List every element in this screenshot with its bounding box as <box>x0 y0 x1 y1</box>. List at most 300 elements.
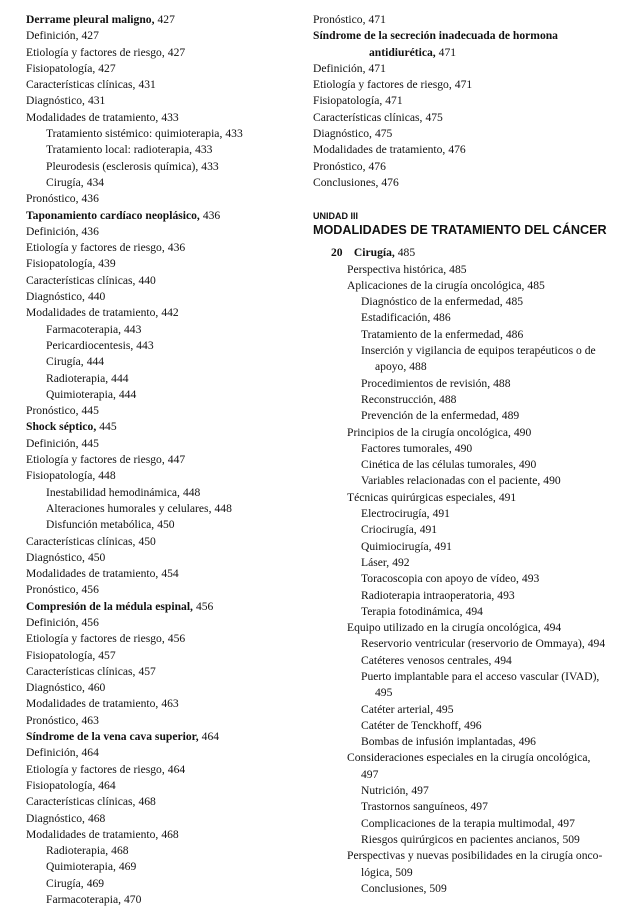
toc-entry-text: Definición, <box>26 436 79 450</box>
toc-entry <box>26 696 311 712</box>
toc-entry <box>26 843 311 859</box>
toc-entry-text: Cirugía, <box>46 175 84 189</box>
toc-entry-text: Perspectivas y nuevas posibilidades en la cirugía onco- <box>347 849 603 863</box>
toc-entry-page: 464 <box>167 762 186 776</box>
toc-entry-page: 471 <box>454 78 473 92</box>
toc-entry <box>313 734 633 750</box>
toc-entry-text: Trastornos sanguíneos, <box>361 800 468 814</box>
toc-entry-text: Definición, <box>26 224 79 238</box>
toc-entry <box>26 338 311 354</box>
toc-entry <box>26 664 311 680</box>
toc-entry-page: 476 <box>381 175 399 189</box>
toc-entry-text: Fisiopatología, <box>26 61 96 75</box>
toc-entry-text: Criocirugía, <box>361 523 417 537</box>
toc-entry <box>26 419 311 435</box>
toc-entry <box>26 468 311 484</box>
toc-entry <box>313 653 633 669</box>
toc-entry-page: 457 <box>98 648 116 662</box>
toc-entry-text: Disfunción metabólica, <box>46 518 155 532</box>
toc-entry-page: 486 <box>505 327 524 341</box>
toc-entry-page: 496 <box>518 735 536 749</box>
toc-entry-text: Diagnóstico, <box>26 550 85 564</box>
toc-entry <box>313 799 633 815</box>
toc-entry-page: 491 <box>432 507 450 521</box>
toc-entry-text: Prevención de la enfermedad, <box>361 409 499 423</box>
toc-entry <box>313 750 633 766</box>
toc-entry-page: 448 <box>214 501 232 515</box>
toc-entry-page: 448 <box>182 485 201 499</box>
toc-entry-page: 469 <box>86 876 105 890</box>
toc-entry-text: Tratamiento sistémico: quimioterapia, <box>46 127 223 141</box>
toc-entry-text: Diagnóstico, <box>26 811 85 825</box>
toc-entry <box>26 273 311 289</box>
toc-entry <box>313 881 633 897</box>
toc-entry-page: 456 <box>81 583 99 597</box>
toc-entry-page: 497 <box>361 767 379 781</box>
toc-entry-page: 463 <box>161 697 179 711</box>
toc-entry-page: 491 <box>498 490 517 504</box>
toc-entry <box>26 175 311 191</box>
toc-entry <box>313 490 633 506</box>
toc-entry-page: 476 <box>448 143 466 157</box>
toc-entry <box>26 534 311 550</box>
toc-entry-page: 476 <box>368 159 386 173</box>
toc-entry-page: 495 <box>375 686 393 700</box>
toc-entry <box>313 588 633 604</box>
toc-entry-page: 469 <box>118 860 137 874</box>
toc-entry-page: 431 <box>87 94 106 108</box>
toc-entry <box>26 126 311 142</box>
toc-entry-text: Pronóstico, <box>26 583 79 597</box>
toc-entry <box>26 811 311 827</box>
toc-entry <box>313 159 633 175</box>
toc-entry <box>26 110 311 126</box>
toc-entry-text: Radioterapia, <box>46 371 109 385</box>
toc-entry-text: Síndrome de la vena cava superior, <box>26 730 199 744</box>
toc-entry-text: Diagnóstico, <box>313 127 372 141</box>
toc-entry-page: 470 <box>124 893 142 907</box>
toc-entry <box>26 827 311 843</box>
toc-entry-page: 431 <box>138 78 156 92</box>
toc-entry-page: 497 <box>557 816 575 830</box>
toc-entry-text: Cirugía, <box>46 876 84 890</box>
toc-entry <box>26 436 311 452</box>
toc-entry <box>26 599 311 615</box>
toc-entry-text: Shock séptico, <box>26 420 97 434</box>
toc-entry <box>313 142 633 158</box>
toc-entry-text: Modalidades de tratamiento, <box>26 110 159 124</box>
toc-entry-page: 444 <box>118 387 137 401</box>
toc-entry-text: Quimioterapia, <box>46 387 116 401</box>
toc-entry <box>313 441 633 457</box>
toc-entry <box>313 571 633 587</box>
toc-entry <box>313 343 633 359</box>
toc-right-column <box>313 12 633 897</box>
toc-entry <box>313 685 633 701</box>
toc-entry <box>26 289 311 305</box>
toc-entry-text: Factores tumorales, <box>361 441 452 455</box>
toc-entry <box>26 615 311 631</box>
toc-entry-text: Diagnóstico, <box>26 681 85 695</box>
toc-entry-text: Pronóstico, <box>26 404 79 418</box>
toc-entry-page: 433 <box>225 127 243 141</box>
toc-entry-page: 468 <box>138 795 156 809</box>
toc-entry-page: 436 <box>81 224 99 238</box>
toc-entry <box>313 262 633 278</box>
toc-entry <box>313 718 633 734</box>
toc-entry-page: 509 <box>562 832 580 846</box>
toc-entry-text: antidiurética, <box>369 45 436 59</box>
toc-entry-text: Conclusiones, <box>361 881 427 895</box>
toc-entry-text: Inestabilidad hemodinámica, <box>46 485 180 499</box>
toc-entry-text: Radioterapia, <box>46 844 109 858</box>
toc-entry-text: Diagnóstico, <box>26 94 85 108</box>
toc-entry <box>26 191 311 207</box>
toc-entry-page: 436 <box>202 208 221 222</box>
toc-entry-page: 490 <box>543 474 561 488</box>
toc-entry-text: Terapia fotodinámica, <box>361 604 463 618</box>
toc-entry-page: 464 <box>81 746 99 760</box>
toc-entry-text: Inserción y vigilancia de equipos terapéuticos o de <box>361 344 596 358</box>
toc-entry-text: Fisiopatología, <box>26 469 96 483</box>
toc-entry-text: Estadificación, <box>361 311 431 325</box>
chapter-number: 20 <box>331 246 343 260</box>
toc-entry <box>313 110 633 126</box>
toc-entry <box>26 28 311 44</box>
toc-entry-page: 509 <box>395 865 413 879</box>
toc-entry <box>313 175 633 191</box>
toc-entry-text: Definición, <box>26 29 79 43</box>
toc-entry-text: Pronóstico, <box>313 13 366 26</box>
toc-entry <box>313 767 633 783</box>
toc-entry-text: Definición, <box>26 615 79 629</box>
toc-entry-text: Puerto implantable para el acceso vascular (IVAD), <box>361 669 600 683</box>
chapter-title: Cirugía, <box>353 246 395 260</box>
toc-entry-text: Catéteres venosos centrales, <box>361 653 492 667</box>
toc-entry-page: 494 <box>543 621 562 635</box>
toc-entry-page: 496 <box>464 718 482 732</box>
toc-entry-text: Fisiopatología, <box>26 257 96 271</box>
toc-entry <box>26 142 311 158</box>
toc-entry-page: 443 <box>124 322 142 336</box>
toc-entry <box>313 702 633 718</box>
toc-entry-page: 440 <box>138 273 156 287</box>
toc-entry-page: 468 <box>87 811 106 825</box>
toc-entry-text: Técnicas quirúrgicas especiales, <box>347 490 496 504</box>
toc-entry-page: 454 <box>161 567 179 581</box>
toc-entry-page: 471 <box>385 94 403 108</box>
toc-entry <box>313 327 633 343</box>
toc-entry-text: Quimioterapia, <box>46 860 116 874</box>
toc-entry-text: Fisiopatología, <box>26 778 96 792</box>
chapter-page: 485 <box>397 246 416 260</box>
toc-entry-text: Características clínicas, <box>313 110 423 124</box>
toc-entry <box>313 865 633 881</box>
toc-entry-page: 490 <box>518 458 537 472</box>
toc-entry-text: Definición, <box>26 746 79 760</box>
toc-entry-page: 436 <box>167 241 186 255</box>
toc-entry-page: 448 <box>98 469 116 483</box>
toc-entry-page: 434 <box>86 175 105 189</box>
toc-entry-text: Etiología y factores de riesgo, <box>26 45 165 59</box>
toc-entry <box>26 745 311 761</box>
toc-entry-text: Compresión de la médula espinal, <box>26 599 193 613</box>
toc-entry-page: 475 <box>425 110 443 124</box>
toc-entry <box>26 403 311 419</box>
toc-entry <box>313 555 633 571</box>
toc-entry-page: 444 <box>86 355 105 369</box>
toc-entry-text: Catéter arterial, <box>361 702 434 716</box>
toc-entry-page: 427 <box>167 45 186 59</box>
toc-entry-text: Consideraciones especiales en la cirugía oncológica, <box>347 751 591 765</box>
toc-entry <box>26 208 311 224</box>
toc-entry-text: Definición, <box>313 61 366 75</box>
toc-entry-text: apoyo, <box>375 360 407 374</box>
toc-entry <box>26 550 311 566</box>
toc-entry-text: Taponamiento cardíaco neoplásico, <box>26 208 200 222</box>
toc-entry <box>313 539 633 555</box>
toc-entry <box>26 794 311 810</box>
toc-entry-text: Electrocirugía, <box>361 507 430 521</box>
toc-entry-text: Aplicaciones de la cirugía oncológica, <box>347 278 525 292</box>
toc-entry <box>26 305 311 321</box>
toc-entry <box>313 45 633 61</box>
toc-entry <box>26 892 311 908</box>
toc-entry-text: lógica, <box>361 865 393 879</box>
toc-entry-page: 492 <box>392 555 410 569</box>
toc-entry <box>313 457 633 473</box>
toc-entry-page: 468 <box>161 827 179 841</box>
toc-entry <box>313 93 633 109</box>
toc-entry-text: Variables relacionadas con el paciente, <box>361 474 541 488</box>
toc-entry-text: Cirugía, <box>46 355 84 369</box>
toc-entry-text: Pronóstico, <box>26 192 79 206</box>
toc-entry-text: Etiología y factores de riesgo, <box>26 241 165 255</box>
toc-entry <box>313 604 633 620</box>
toc-entry <box>26 371 311 387</box>
toc-entry-text: Perspectiva histórica, <box>347 262 447 276</box>
toc-entry <box>26 354 311 370</box>
toc-entry-page: 427 <box>157 13 175 26</box>
toc-entry-page: 463 <box>81 713 99 727</box>
toc-entry-text: Modalidades de tratamiento, <box>26 697 159 711</box>
toc-entry <box>26 517 311 533</box>
toc-entry-text: Pericardiocentesis, <box>46 338 134 352</box>
toc-entry <box>313 77 633 93</box>
toc-right-top-entries <box>313 12 633 191</box>
toc-entry-text: Procedimientos de revisión, <box>361 376 491 390</box>
toc-entry-page: 450 <box>87 550 106 564</box>
toc-entry-page: 485 <box>449 262 467 276</box>
toc-entry-page: 445 <box>81 404 99 418</box>
unit-label: UNIDAD III <box>313 211 358 222</box>
toc-entry-page: 464 <box>98 778 116 792</box>
toc-entry <box>313 61 633 77</box>
toc-entry-text: Farmacoterapia, <box>46 893 121 907</box>
toc-entry <box>26 322 311 338</box>
toc-entry-page: 491 <box>419 523 438 537</box>
toc-entry-text: Láser, <box>361 555 390 569</box>
toc-entry-page: 456 <box>167 632 186 646</box>
toc-entry-page: 442 <box>161 306 179 320</box>
toc-entry-page: 494 <box>465 604 483 618</box>
toc-entry-text: Características clínicas, <box>26 534 136 548</box>
toc-entry <box>26 452 311 468</box>
toc-entry <box>26 501 311 517</box>
toc-entry-text: Bombas de infusión implantadas, <box>361 735 516 749</box>
chapter-heading <box>313 245 633 261</box>
toc-entry-page: 490 <box>454 441 473 455</box>
toc-entry-page: 444 <box>111 371 129 385</box>
toc-entry-text: Catéter de Tenckhoff, <box>361 718 462 732</box>
toc-entry-text: Modalidades de tratamiento, <box>313 143 446 157</box>
toc-entry <box>313 425 633 441</box>
toc-entry <box>313 12 633 28</box>
toc-entry-text: Conclusiones, <box>313 175 379 189</box>
toc-entry-text: Diagnóstico, <box>26 290 85 304</box>
toc-entry <box>313 832 633 848</box>
toc-entry <box>313 28 633 44</box>
toc-entry-text: Etiología y factores de riesgo, <box>26 632 165 646</box>
toc-entry-text: Riesgos quirúrgicos en pacientes ancianos, <box>361 832 560 846</box>
unit-title: MODALIDADES DE TRATAMIENTO DEL CÁNCER <box>313 223 607 238</box>
toc-entry-text: Tratamiento local: radioterapia, <box>46 143 193 157</box>
toc-entry-text: Derrame pleural maligno, <box>26 13 155 26</box>
toc-entry-text: Pronóstico, <box>26 713 79 727</box>
toc-entry-page: 433 <box>161 110 179 124</box>
toc-entry <box>26 61 311 77</box>
toc-entry <box>313 669 633 685</box>
toc-entry <box>313 126 633 142</box>
toc-entry-page: 491 <box>434 539 452 553</box>
toc-entry-text: Reconstrucción, <box>361 392 437 406</box>
toc-entry <box>26 387 311 403</box>
toc-entry <box>26 648 311 664</box>
toc-entry-text: Alteraciones humorales y celulares, <box>46 501 212 515</box>
toc-entry-page: 427 <box>81 29 99 43</box>
toc-entry-page: 495 <box>436 702 454 716</box>
toc-entry <box>26 77 311 93</box>
toc-entry-text: Toracoscopia con apoyo de vídeo, <box>361 572 519 586</box>
toc-entry-text: Etiología y factores de riesgo, <box>313 78 452 92</box>
toc-entry-page: 488 <box>493 376 511 390</box>
toc-entry <box>26 256 311 272</box>
toc-left-column <box>26 12 311 908</box>
toc-entry-page: 471 <box>368 61 386 75</box>
toc-entry <box>26 778 311 794</box>
toc-entry <box>313 816 633 832</box>
toc-entry <box>26 631 311 647</box>
toc-entry-text: Modalidades de tratamiento, <box>26 306 159 320</box>
toc-entry <box>313 359 633 375</box>
toc-entry-text: Tratamiento de la enfermedad, <box>361 327 503 341</box>
toc-entry <box>313 294 633 310</box>
toc-entry <box>26 485 311 501</box>
toc-entry <box>26 240 311 256</box>
toc-entry <box>26 224 311 240</box>
toc-entry <box>313 473 633 489</box>
toc-entry-page: 494 <box>587 637 606 651</box>
toc-entry <box>26 762 311 778</box>
toc-entry-text: Etiología y factores de riesgo, <box>26 762 165 776</box>
toc-entry-page: 456 <box>195 599 214 613</box>
toc-entry-page: 445 <box>81 436 99 450</box>
toc-entry-text: Características clínicas, <box>26 795 136 809</box>
toc-entry-page: 468 <box>111 844 129 858</box>
toc-entry <box>313 522 633 538</box>
toc-entry-page: 436 <box>81 192 99 206</box>
toc-entry-page: 445 <box>99 420 117 434</box>
toc-entry-page: 493 <box>521 572 540 586</box>
toc-entry-text: Equipo utilizado en la cirugía oncológica, <box>347 621 541 635</box>
toc-right-bottom-entries <box>313 262 633 898</box>
toc-entry-page: 464 <box>201 730 220 744</box>
toc-entry <box>26 713 311 729</box>
toc-entry-page: 493 <box>497 588 515 602</box>
toc-entry <box>26 45 311 61</box>
toc-entry-text: Modalidades de tratamiento, <box>26 567 159 581</box>
toc-entry-text: Quimiocirugía, <box>361 539 432 553</box>
toc-entry-page: 485 <box>527 278 545 292</box>
toc-entry-text: Diagnóstico de la enfermedad, <box>361 295 503 309</box>
toc-entry-text: Síndrome de la secreción inadecuada de hormona <box>313 29 558 43</box>
toc-entry-page: 475 <box>374 127 393 141</box>
toc-entry-text: Fisiopatología, <box>26 648 96 662</box>
toc-entry-text: Características clínicas, <box>26 664 136 678</box>
toc-entry-page: 433 <box>195 143 213 157</box>
toc-entry-page: 497 <box>411 784 429 798</box>
toc-entry <box>313 506 633 522</box>
toc-entry-text: Radioterapia intraoperatoria, <box>361 588 495 602</box>
toc-entry-page: 494 <box>494 653 512 667</box>
toc-entry <box>313 278 633 294</box>
toc-entry-page: 488 <box>439 392 457 406</box>
toc-entry-page: 427 <box>98 61 116 75</box>
toc-entry <box>26 876 311 892</box>
toc-entry-page: 457 <box>138 664 156 678</box>
toc-entry-page: 509 <box>429 881 447 895</box>
toc-entry-page: 460 <box>87 681 106 695</box>
toc-entry-text: Cinética de las células tumorales, <box>361 458 516 472</box>
toc-entry <box>313 408 633 424</box>
toc-entry <box>26 159 311 175</box>
toc-entry-text: Fisiopatología, <box>313 94 383 108</box>
toc-entry <box>313 620 633 636</box>
toc-entry-page: 485 <box>505 295 524 309</box>
toc-entry <box>313 376 633 392</box>
toc-entry-text: Complicaciones de la terapia multimodal, <box>361 816 555 830</box>
toc-entry-text: Etiología y factores de riesgo, <box>26 453 165 467</box>
toc-entry-page: 450 <box>157 518 175 532</box>
toc-entry-page: 443 <box>136 338 154 352</box>
toc-entry-page: 440 <box>87 290 106 304</box>
toc-entry <box>313 848 633 864</box>
toc-entry-page: 447 <box>167 453 186 467</box>
toc-entry-page: 471 <box>438 45 457 59</box>
toc-entry <box>313 783 633 799</box>
toc-entry-page: 450 <box>138 534 156 548</box>
toc-entry-page: 497 <box>470 800 488 814</box>
toc-entry-page: 456 <box>81 615 99 629</box>
toc-entry <box>26 680 311 696</box>
toc-entry-text: Características clínicas, <box>26 78 136 92</box>
toc-entry <box>26 859 311 875</box>
toc-entry <box>26 582 311 598</box>
toc-entry-page: 490 <box>513 425 532 439</box>
toc-entry-text: Características clínicas, <box>26 273 136 287</box>
toc-entry <box>26 729 311 745</box>
toc-entry <box>26 93 311 109</box>
